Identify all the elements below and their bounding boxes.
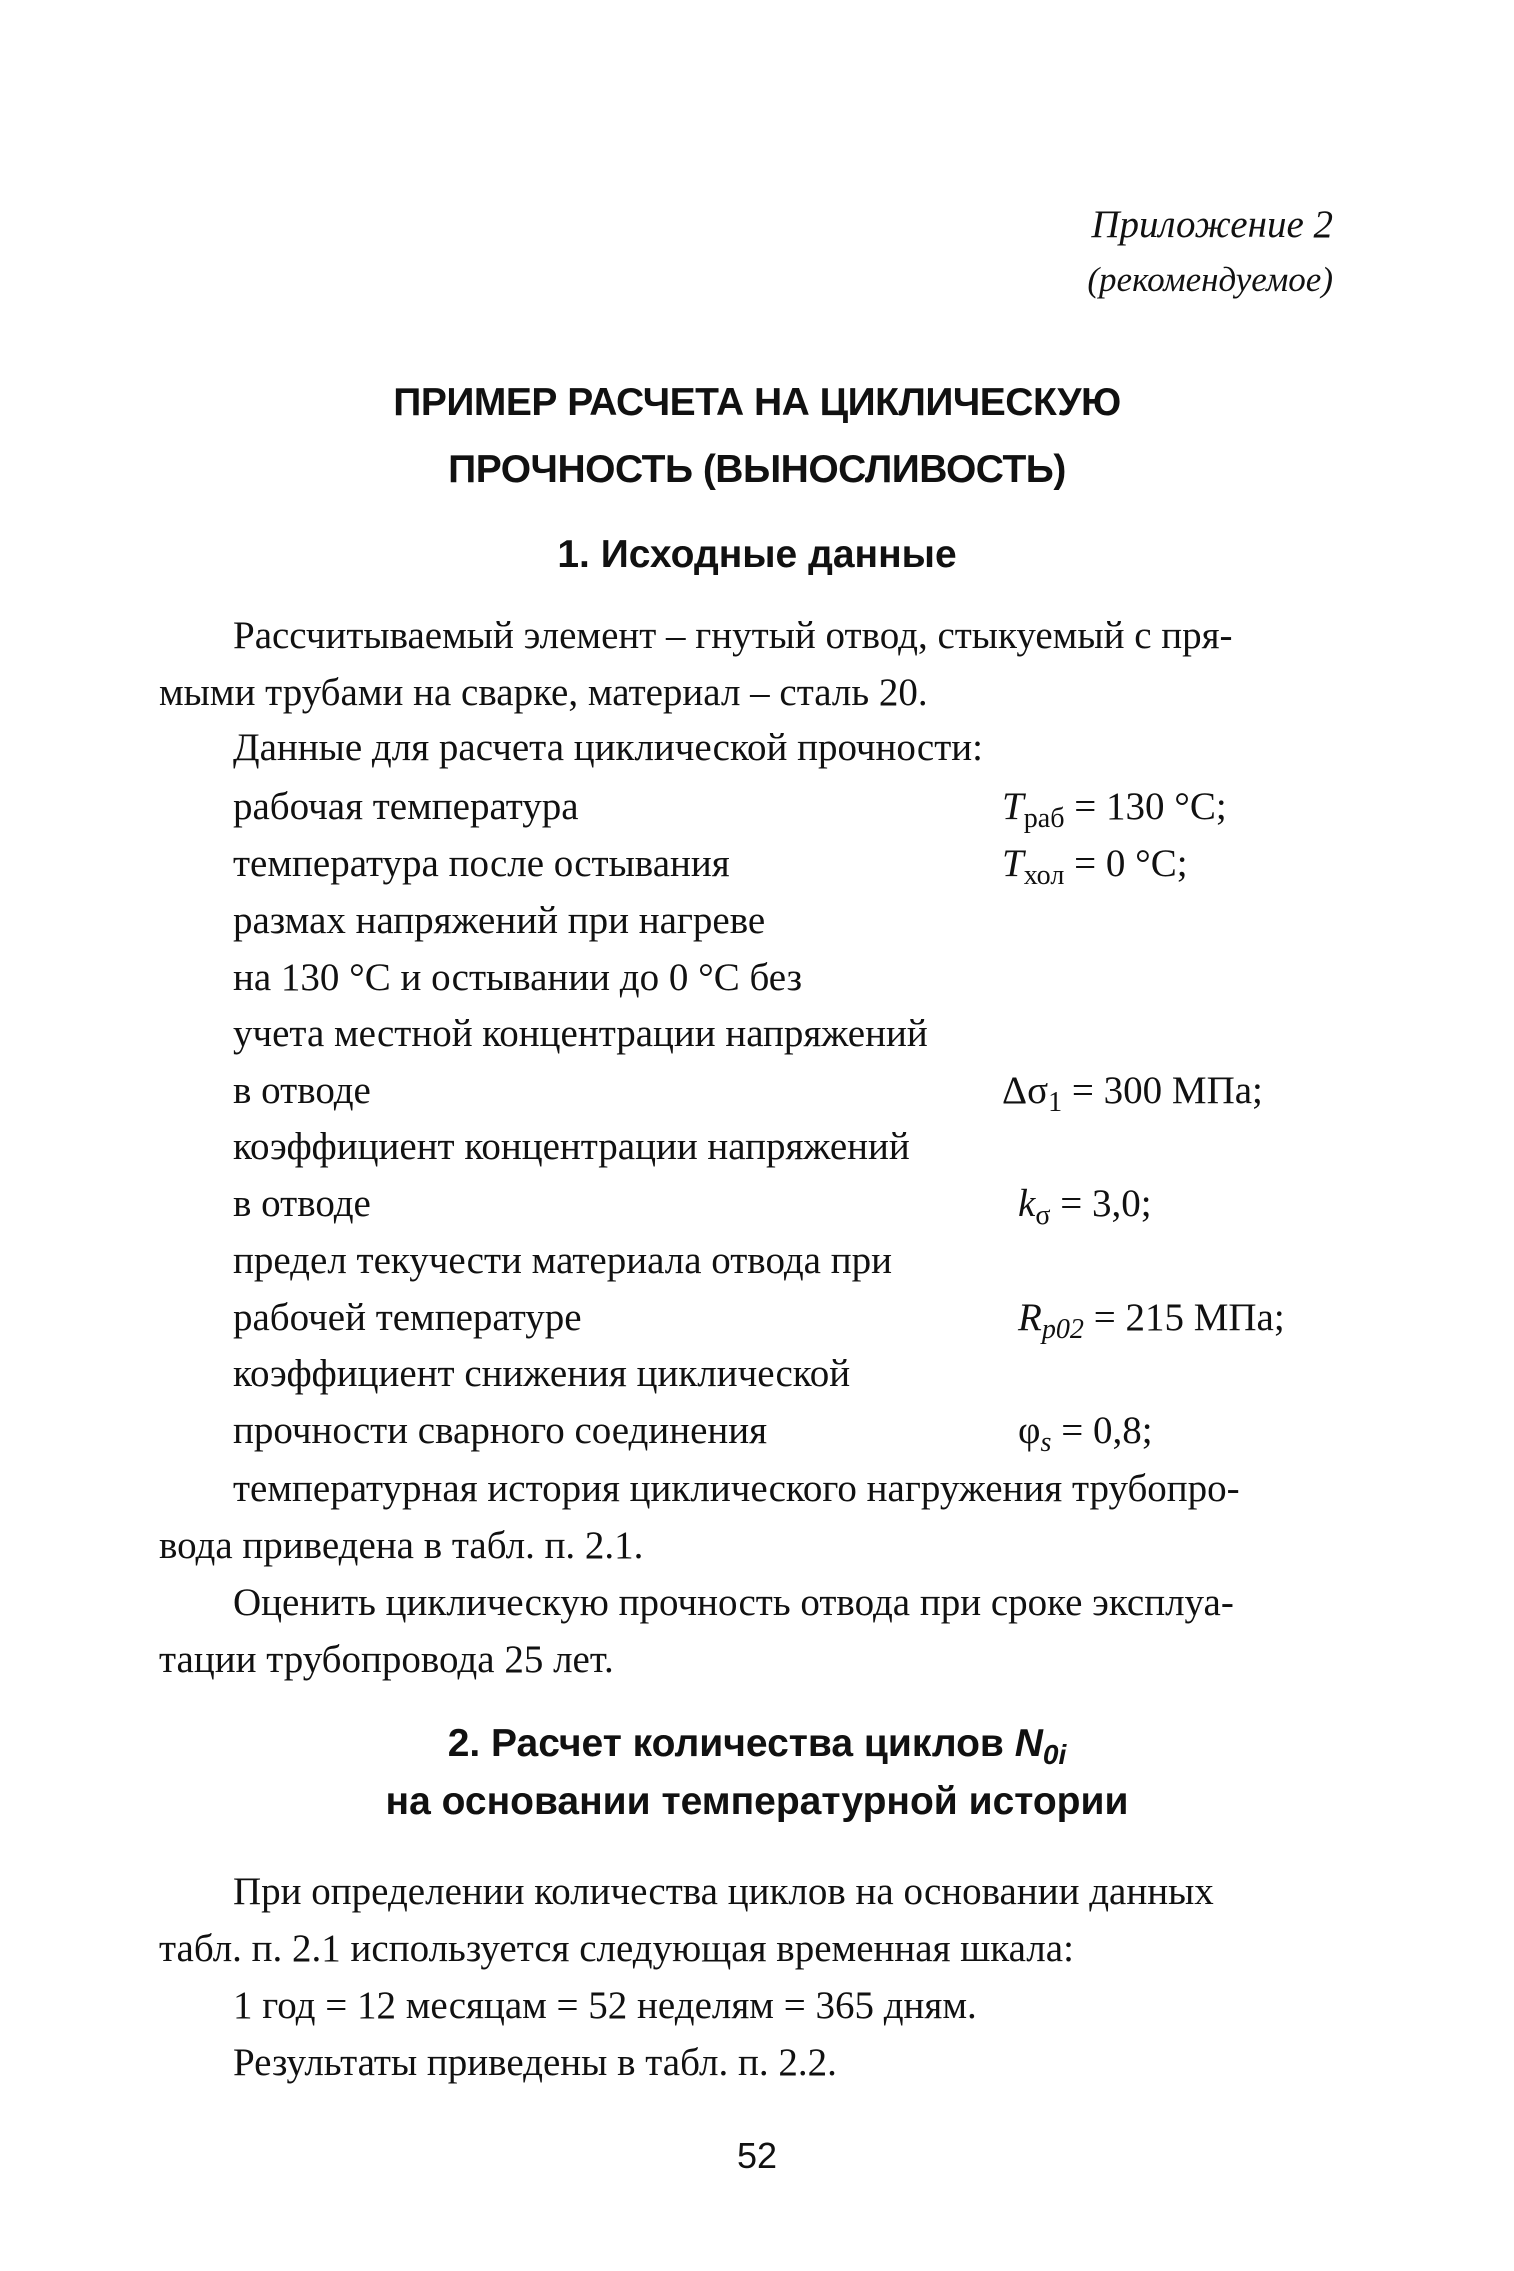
- param-value: $\Delta\sigma_1 = 300$ МПа;: [1002, 1069, 1263, 1118]
- param-value: $k_\sigma = 3,0$;: [1018, 1182, 1152, 1231]
- param-label: прочности сварного соединения: [233, 1409, 768, 1452]
- intro-line1: Рассчитываемый элемент – гнутый отвод, стыкуемый с пря-: [233, 614, 1233, 657]
- param-label: в отводе: [233, 1182, 371, 1225]
- time-scale: 1 год = 12 месяцам = 52 неделям = 365 дням.: [233, 1984, 977, 2027]
- param-label: рабочая температура: [233, 785, 579, 828]
- results-ref: Результаты приведены в табл. п. 2.2.: [233, 2041, 837, 2084]
- param-value: $\varphi_s = 0,8$;: [1018, 1409, 1153, 1458]
- section2-text-line1: При определении количества циклов на основании данных: [233, 1870, 1214, 1913]
- param-label: рабочей температуре: [233, 1296, 582, 1339]
- section1-heading: 1. Исходные данные: [557, 533, 957, 576]
- param-value: $T_{раб} = 130$ °C;: [1002, 785, 1227, 834]
- page-title-line2: ПРОЧНОСТЬ (ВЫНОСЛИВОСТЬ): [448, 448, 1066, 491]
- appendix-label: Приложение 2: [1091, 203, 1333, 246]
- param-label: размах напряжений при нагреве: [233, 899, 766, 942]
- page-title-line1: ПРИМЕР РАСЧЕТА НА ЦИКЛИЧЕСКУЮ: [393, 381, 1121, 424]
- section2-heading-line2: на основании температурной истории: [385, 1780, 1129, 1823]
- appendix-note: (рекомендуемое): [1087, 260, 1333, 299]
- param-value: $R_{p02} = 215$ МПа;: [1018, 1296, 1285, 1345]
- task-line1: Оценить циклическую прочность отвода при сроке эксплуа-: [233, 1581, 1234, 1624]
- data-intro: Данные для расчета циклической прочности:: [233, 726, 983, 769]
- param-label: температура после остывания: [233, 842, 730, 885]
- param-label: учета местной концентрации напряжений: [233, 1012, 928, 1055]
- task-line2: тации трубопровода 25 лет.: [159, 1638, 614, 1681]
- param-label: коэффициент концентрации напряжений: [233, 1125, 910, 1168]
- page-number: 52: [736, 2135, 778, 2176]
- history-line2: вода приведена в табл. п. 2.1.: [159, 1524, 644, 1567]
- param-label: коэффициент снижения циклической: [233, 1352, 851, 1395]
- history-line1: температурная история циклического нагружения трубопро-: [233, 1467, 1240, 1510]
- section2-heading-line1: 2. Расчет количества циклов $N_{0i}$: [447, 1722, 1067, 1770]
- param-label: предел текучести материала отвода при: [233, 1239, 892, 1282]
- intro-line2: мыми трубами на сварке, материал – сталь 20.: [159, 671, 928, 714]
- param-label: на 130 °C и остывании до 0 °C без: [233, 956, 802, 999]
- param-value: $T_{хол} = 0$ °C;: [1002, 842, 1188, 891]
- section2-text-line2: табл. п. 2.1 используется следующая временная шкала:: [159, 1927, 1074, 1970]
- param-label: в отводе: [233, 1069, 371, 1112]
